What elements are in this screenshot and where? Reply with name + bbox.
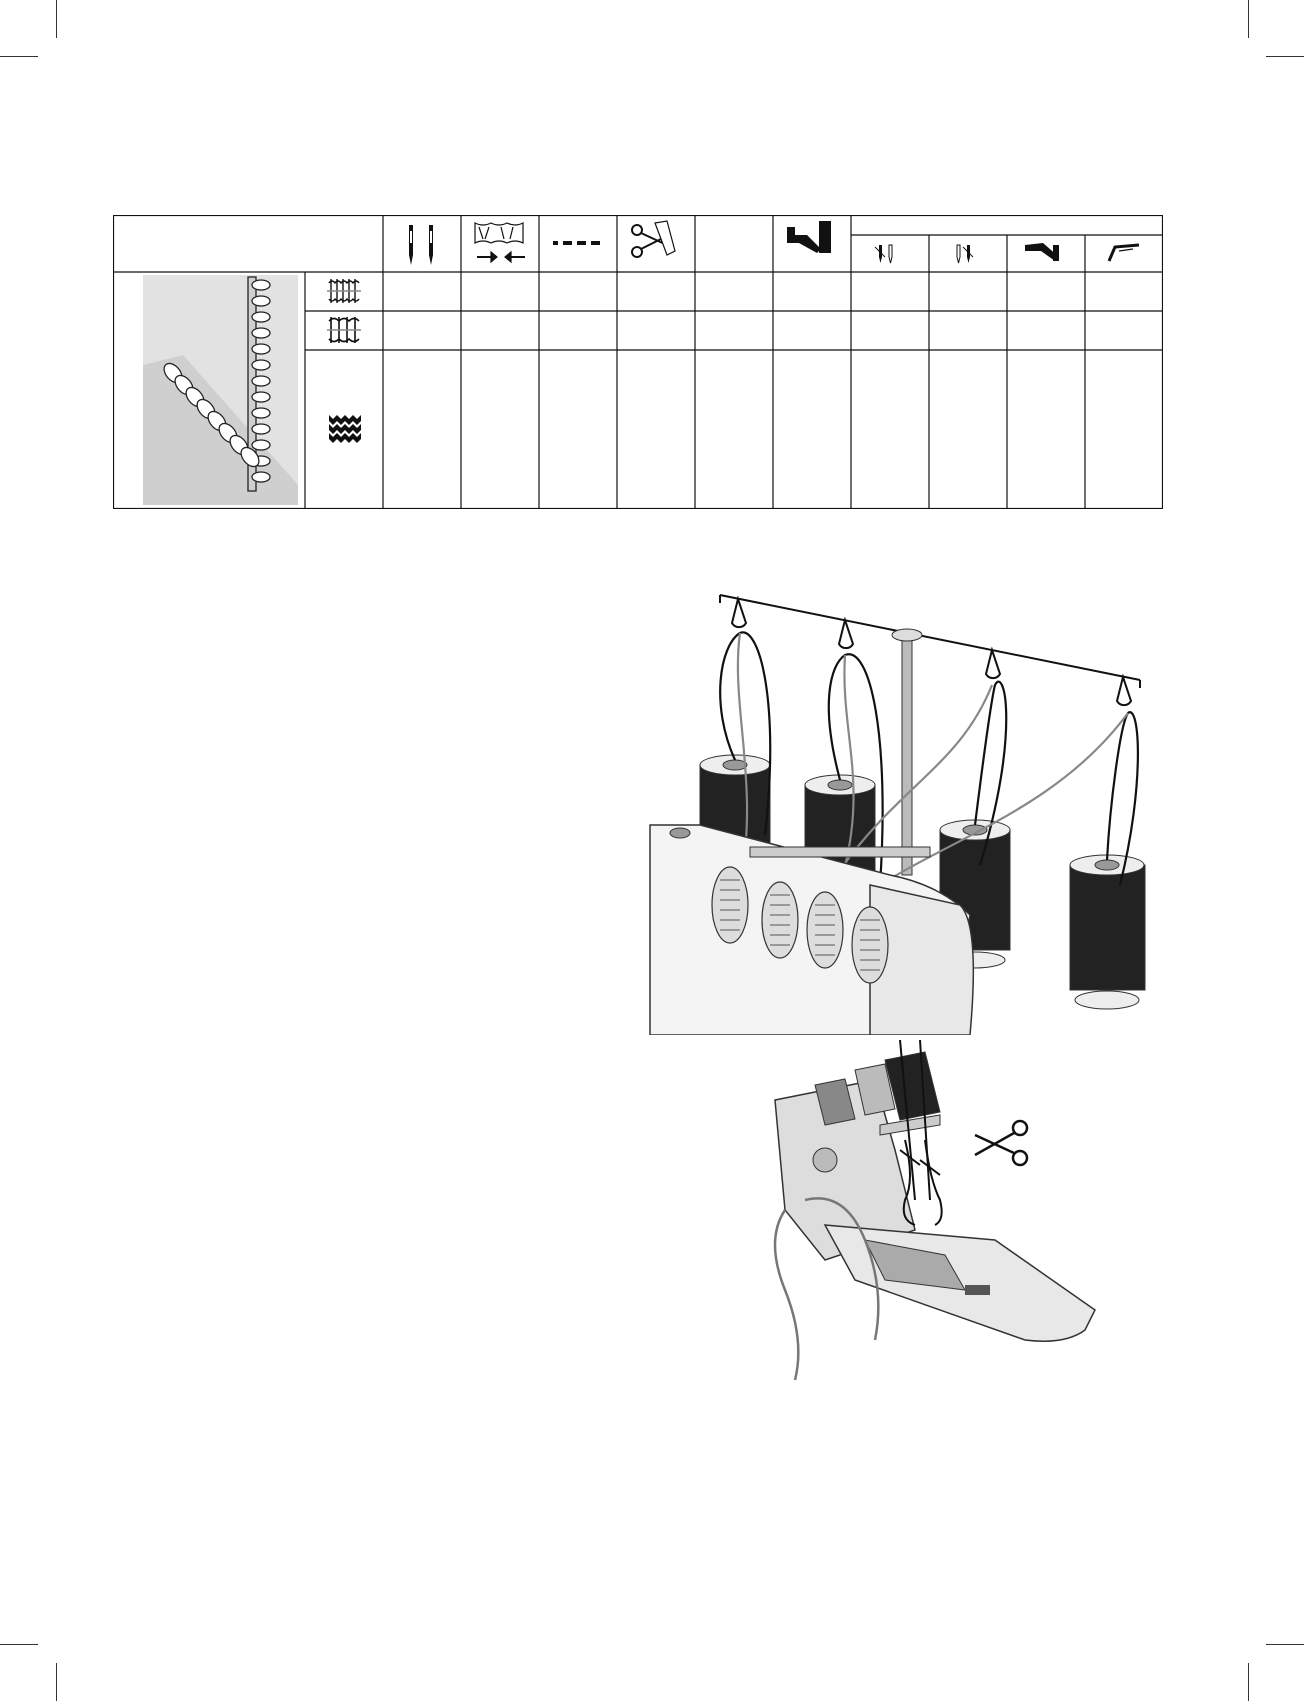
- upper-looper-icon: [1025, 243, 1059, 261]
- thread-stand-illustration: [640, 585, 1165, 1035]
- crop-mark: [56, 0, 57, 38]
- crop-mark: [1266, 1644, 1304, 1645]
- ladder-stitch-icon: [329, 415, 361, 443]
- flatlock-narrow-stitch-icon: [327, 279, 361, 303]
- lower-looper-icon: [1109, 245, 1139, 261]
- presser-foot-icon: [787, 221, 831, 253]
- two-needles-icon: [409, 225, 433, 265]
- presser-foot-illustration: [765, 1040, 1100, 1385]
- scissors-icon: [975, 1121, 1027, 1165]
- left-needle-icon: [875, 245, 892, 263]
- stitch-length-icon: [553, 241, 600, 245]
- crop-mark: [0, 1644, 38, 1645]
- crop-mark: [1248, 0, 1249, 38]
- crop-mark: [0, 56, 38, 57]
- stitch-settings-table: [113, 215, 1163, 509]
- knife-icon: [632, 221, 675, 257]
- flatlock-sample-illustration: [143, 275, 298, 505]
- crop-mark: [56, 1663, 57, 1701]
- crop-mark: [1248, 1663, 1249, 1701]
- differential-feed-icon: [475, 223, 525, 262]
- crop-mark: [1266, 56, 1304, 57]
- right-needle-icon: [957, 245, 973, 263]
- flatlock-wide-stitch-icon: [327, 317, 361, 343]
